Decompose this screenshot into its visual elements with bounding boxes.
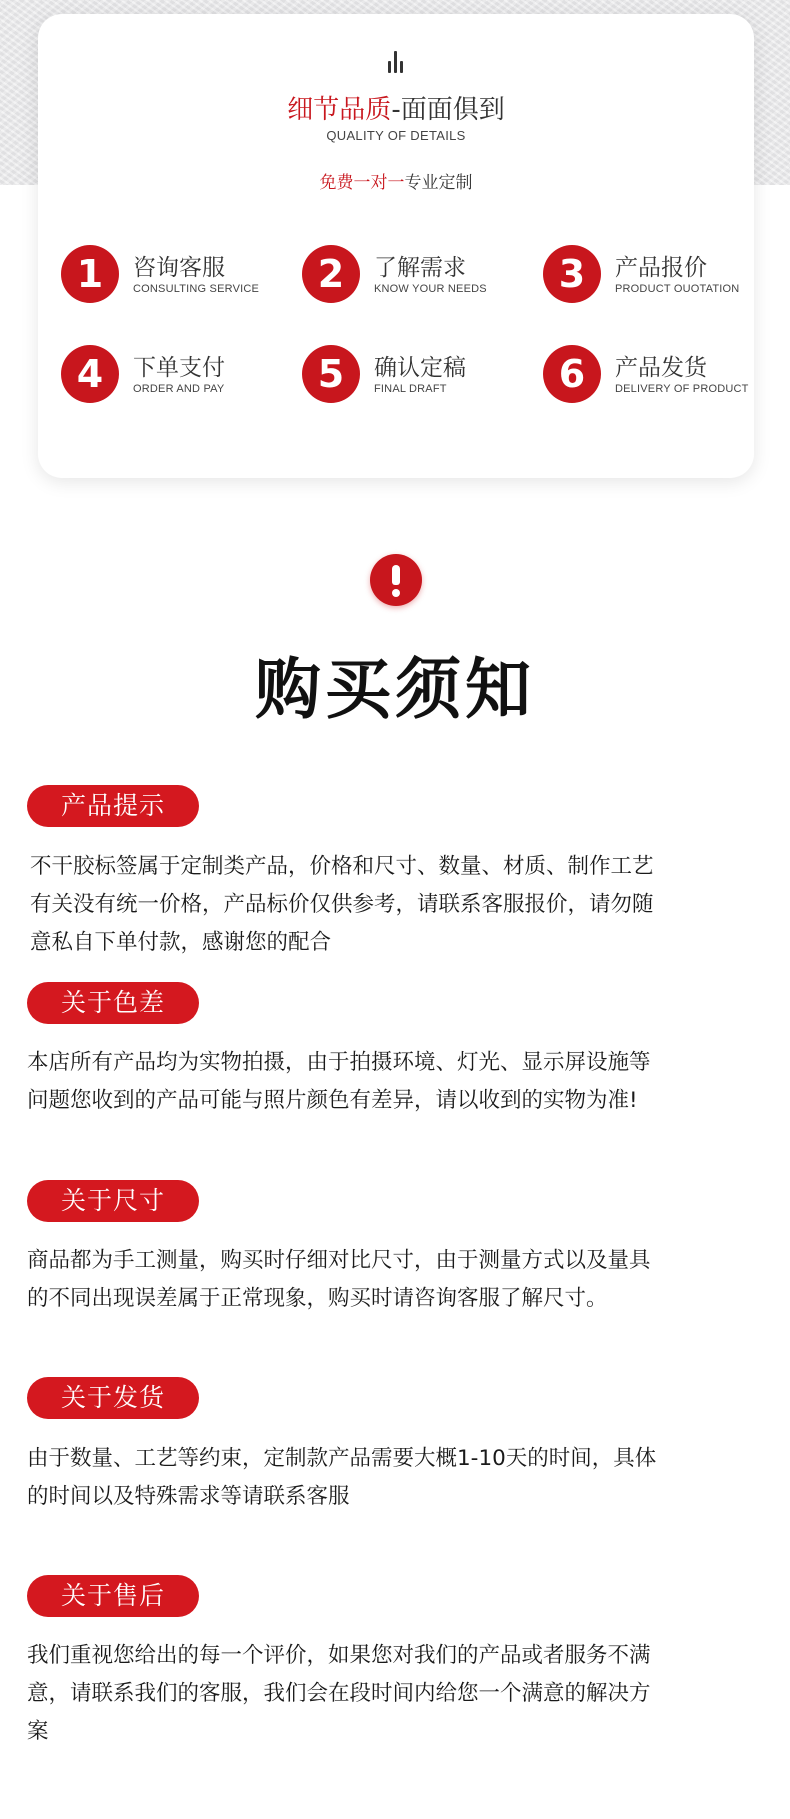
- section-label-after-sales: 关于售后: [27, 1575, 199, 1617]
- step-4: [61, 345, 291, 405]
- notice-title: 购买须知: [255, 651, 535, 728]
- section-text-after-sales: [27, 1637, 651, 1751]
- section-text-color-difference: [27, 1044, 651, 1120]
- bars-icon: [384, 50, 408, 76]
- text-line: 意私自下单付款，感谢您的配合: [30, 930, 332, 955]
- step-title: 产品报价: [615, 255, 707, 281]
- step-subtitle: ORDER AND PAY: [133, 383, 225, 395]
- section-label-color-difference: 关于色差: [27, 982, 199, 1024]
- step-title: 产品发货: [615, 355, 707, 381]
- text-line: 不干胶标签属于定制类产品，价格和尺寸、数量、材质、制作工艺: [30, 854, 654, 879]
- text-line: 本店所有产品均为实物拍摄，由于拍摄环境、灯光、显示屏设施等: [27, 1050, 651, 1075]
- section-label-shipping: 关于发货: [27, 1377, 199, 1419]
- step-number-badge: 5: [302, 345, 360, 403]
- section-text-product-tips: [30, 848, 654, 962]
- section-text-shipping: [27, 1440, 656, 1516]
- step-2: [302, 245, 532, 305]
- card-tagline: [38, 168, 754, 193]
- card-title: [38, 89, 754, 126]
- step-subtitle: CONSULTING SERVICE: [133, 283, 260, 295]
- text-line: 有关没有统一价格，产品标价仅供参考，请联系客服报价，请勿随: [30, 892, 654, 917]
- details-card: [38, 14, 754, 478]
- step-5: [302, 345, 532, 405]
- text-line: 案: [27, 1719, 49, 1744]
- text-line: 的时间以及特殊需求等请联系客服: [27, 1484, 350, 1509]
- text-line: 问题您收到的产品可能与照片颜色有差异，请以收到的实物为准!: [27, 1088, 638, 1113]
- text-line: 的不同出现误差属于正常现象，购买时请咨询客服了解尺寸。: [27, 1286, 608, 1311]
- alert-icon: [370, 554, 422, 606]
- step-subtitle: PRODUCT OUOTATION: [615, 283, 740, 295]
- step-title: 咨询客服: [133, 255, 225, 281]
- tagline-rest: 专业定制: [404, 173, 473, 193]
- step-subtitle: DELIVERY OF PRODUCT: [615, 383, 749, 395]
- step-3: [543, 245, 773, 305]
- text-line: 意，请联系我们的客服，我们会在段时间内给您一个满意的解决方: [27, 1681, 651, 1706]
- step-title: 下单支付: [133, 355, 225, 381]
- section-label-product-tips: 产品提示: [27, 785, 199, 827]
- tagline-highlight: 免费一对一: [319, 173, 405, 193]
- step-number-badge: 4: [61, 345, 119, 403]
- step-number-badge: 2: [302, 245, 360, 303]
- section-label-size: 关于尺寸: [27, 1180, 199, 1222]
- step-number-badge: 1: [61, 245, 119, 303]
- section-text-size: [27, 1242, 651, 1318]
- text-line: 商品都为手工测量，购买时仔细对比尺寸，由于测量方式以及量具: [27, 1248, 651, 1273]
- step-number-badge: 6: [543, 345, 601, 403]
- card-subtitle: QUALITY OF DETAILS: [326, 128, 466, 143]
- step-number-badge: 3: [543, 245, 601, 303]
- step-title: 了解需求: [374, 255, 466, 281]
- step-1: [61, 245, 291, 305]
- step-subtitle: KNOW YOUR NEEDS: [374, 283, 487, 295]
- text-line: 由于数量、工艺等约束，定制款产品需要大概1-10天的时间，具体: [27, 1446, 657, 1471]
- text-line: 我们重视您给出的每一个评价，如果您对我们的产品或者服务不满: [27, 1643, 651, 1668]
- step-6: [543, 345, 773, 405]
- step-subtitle: FINAL DRAFT: [374, 383, 447, 395]
- step-title: 确认定稿: [374, 355, 466, 381]
- card-title-highlight: 细节品质: [287, 95, 392, 125]
- card-title-rest: -面面俱到: [391, 95, 505, 125]
